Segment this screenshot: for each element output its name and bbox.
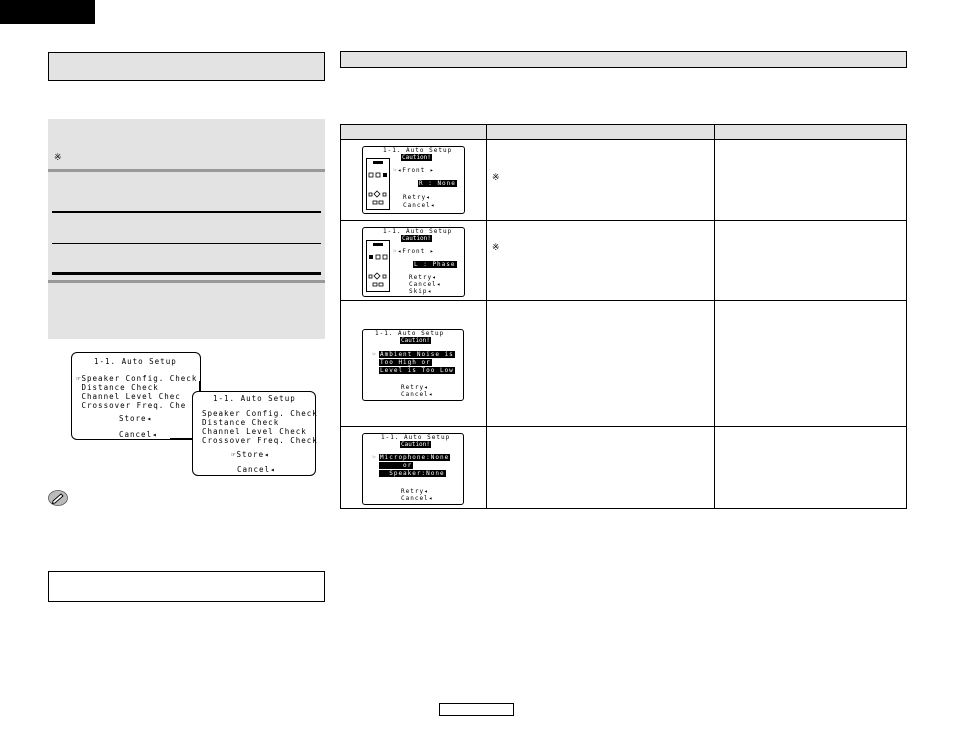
caution-screen-front-none: [362, 146, 465, 214]
cancel-option: Cancel◂: [409, 281, 442, 288]
pencil-icon: [48, 490, 68, 506]
caution-label: Caution!: [402, 154, 431, 161]
error-message-line: Speaker:None: [380, 470, 445, 477]
pointer-icon: ☞: [372, 351, 376, 358]
caution-label: Caution!: [402, 235, 431, 242]
screen-highlight: R : None: [419, 180, 456, 187]
retry-option: Retry◂: [409, 274, 437, 281]
screen-cancel: Cancel◂: [119, 430, 158, 439]
language-tab: [0, 0, 95, 24]
page-number-box: [439, 703, 514, 716]
step-note-mark: ※: [54, 152, 62, 162]
connector-line: [199, 381, 200, 391]
screen-item: Distance Check: [202, 418, 280, 427]
divider: [52, 272, 321, 275]
screen-item: Speaker Config. Check: [202, 409, 318, 418]
divider: [48, 280, 325, 283]
cancel-option: Cancel◂: [401, 495, 434, 502]
cancel-option: Cancel◂: [403, 202, 436, 209]
screen-item: Distance Check: [76, 383, 159, 392]
screen-title: 1-1. Auto Setup: [375, 330, 445, 337]
error-message-line: Microphone:None: [380, 454, 450, 461]
section-heading-bar: [340, 51, 907, 68]
speaker-diagram-icon: [366, 240, 390, 292]
caution-screen-microphone-none: [362, 433, 464, 505]
divider: [52, 243, 321, 244]
screen-title: 1-1. Auto Setup: [381, 434, 451, 441]
caution-screen-ambient-noise: [362, 329, 464, 401]
screen-item: Channel Level Chec: [76, 392, 181, 401]
screen-store: Store◂: [119, 414, 153, 423]
divider: [52, 211, 321, 213]
divider: [48, 169, 325, 172]
screen-item: ☞Speaker Config. Check: [76, 374, 198, 383]
caution-screen-front-phase: [362, 227, 465, 297]
screen-title: 1-1. Auto Setup: [94, 357, 177, 366]
screen-store: ☞Store◂: [231, 450, 270, 459]
step-panel: [48, 119, 325, 339]
screen-title: 1-1. Auto Setup: [383, 147, 453, 154]
error-message-line: or: [380, 462, 413, 469]
row-note-mark: ※: [492, 172, 500, 182]
section-heading-box: [48, 52, 325, 81]
screen-title: 1-1. Auto Setup: [213, 394, 296, 403]
error-message-line: Ambient Noise is: [380, 351, 454, 358]
retry-option: Retry◂: [403, 194, 431, 201]
error-message-line: Too High or: [380, 359, 431, 366]
column-divider: [486, 124, 487, 509]
row-note-mark: ※: [492, 242, 500, 252]
info-box: [48, 571, 325, 602]
auto-setup-screen-1: [71, 352, 201, 440]
screen-cancel: Cancel◂: [237, 465, 276, 474]
screen-highlight: L : Phase: [414, 261, 456, 268]
screen-item: Crossover Freq. Check: [202, 436, 318, 445]
screen-line: ☞◂Front ▸: [393, 248, 435, 255]
screen-item: Channel Level Check: [202, 427, 307, 436]
error-message-line: Level is Too Low: [380, 367, 454, 374]
cancel-option: Cancel◂: [401, 391, 434, 398]
retry-option: Retry◂: [401, 488, 429, 495]
screen-item: Crossover Freq. Che: [76, 401, 187, 410]
screen-title: 1-1. Auto Setup: [383, 228, 453, 235]
table-header: [340, 124, 907, 140]
auto-setup-screen-2: [192, 391, 316, 476]
pointer-icon: ☞: [372, 454, 376, 461]
retry-option: Retry◂: [401, 384, 429, 391]
screen-line: ☞◂Front ▸: [393, 167, 435, 174]
column-divider: [714, 124, 715, 509]
caution-label: Caution!: [401, 441, 430, 448]
caution-label: Caution!: [401, 337, 430, 344]
speaker-diagram-icon: [366, 158, 390, 210]
skip-option: Skip◂: [409, 288, 433, 295]
connector-line: [170, 438, 192, 439]
